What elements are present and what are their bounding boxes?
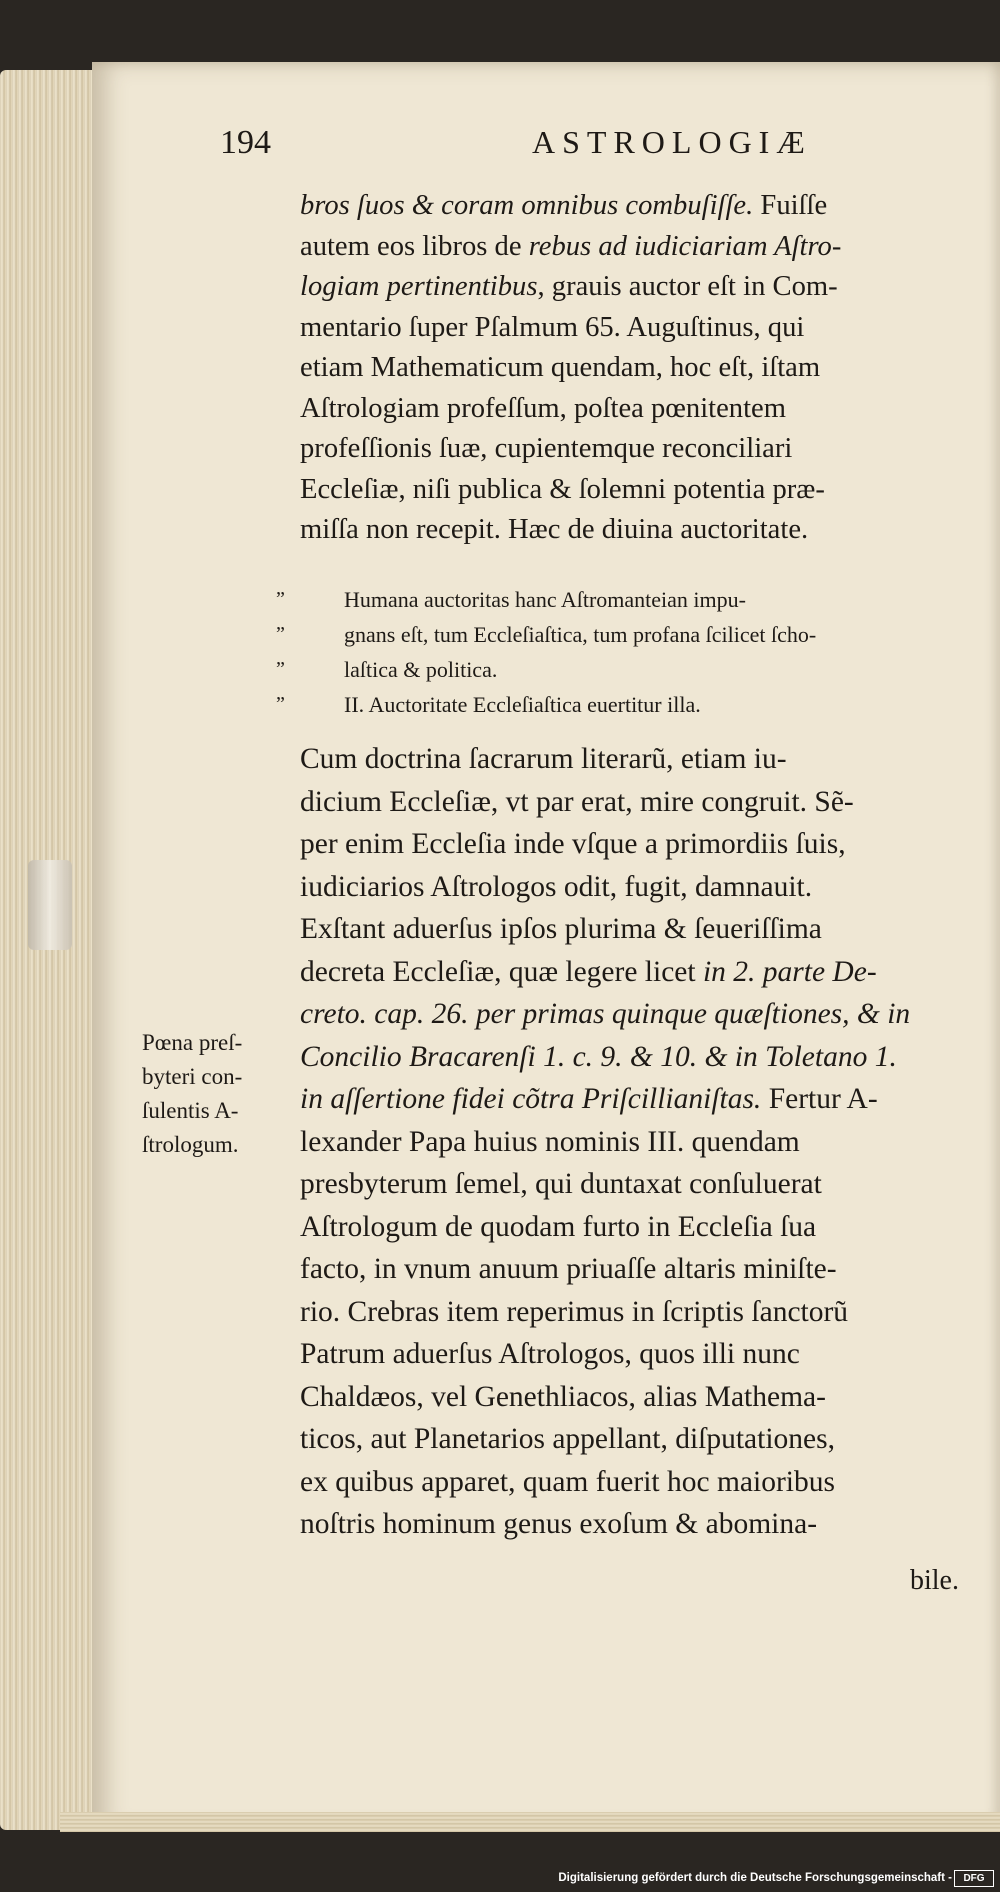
text-line: [300, 866, 990, 909]
italic-text: logiam pertinentibus: [300, 271, 538, 302]
text-line: [300, 1461, 990, 1504]
credit-text: Digitalisierung gefördert durch die Deutsche Forschungsgemeinschaft -: [558, 1872, 952, 1884]
text-line: [300, 1163, 990, 1206]
text-run: Aſtrologum de quodam furto in Eccleſia ſua: [300, 1210, 817, 1243]
quote-mark: ”: [276, 623, 285, 645]
text-line: [300, 308, 980, 349]
margin-note-line: Pœna preſ-: [142, 1030, 243, 1055]
summary-text: II. Auctoritate Eccleſiaſtica euertitur illa.: [344, 692, 701, 717]
text-run: rio. Crebras item reperimus in ſcriptis ſanctorũ: [300, 1295, 849, 1328]
quote-mark: ”: [276, 658, 285, 680]
text-line: [300, 429, 980, 470]
book-bottom-edges: [60, 1812, 1000, 1832]
text-line: [300, 1333, 990, 1376]
page-clip: [28, 860, 72, 950]
page-number: 194: [220, 124, 271, 161]
text-line: [300, 470, 980, 511]
text-run: Exſtant aduerſus ipſos plurima & ſeueriſſima: [300, 913, 822, 945]
margin-note: [142, 1026, 302, 1162]
text-line: [300, 738, 990, 781]
dfg-logo: DFG: [954, 1870, 994, 1887]
text-run: etiam Mathematicum quendam, hoc eſt, iſtam: [300, 352, 821, 383]
credit-bar: [0, 1864, 1000, 1892]
paragraph-2: [300, 738, 990, 1546]
summary-line: [276, 582, 990, 617]
summary-block: [276, 582, 990, 722]
text-line: [300, 267, 980, 308]
text-line: [300, 1248, 990, 1291]
text-run: profeſſionis ſuæ, cupientemque reconciliari: [300, 433, 793, 464]
text-run: dicium Eccleſiæ, vt par erat, mire congruit. Sẽ-: [300, 785, 854, 818]
text-run: presbyterum ſemel, qui duntaxat conſuluerat: [300, 1168, 822, 1200]
text-line: [300, 1291, 990, 1334]
text-line: [300, 186, 980, 227]
text-line: [300, 1078, 990, 1121]
italic-text: bros ſuos & coram omnibus combuſiſſe.: [300, 190, 754, 221]
text-line: [300, 1503, 990, 1546]
text-line: [300, 1418, 990, 1461]
text-run: , grauis auctor eſt in Com-: [537, 271, 838, 302]
text-run: Patrum aduerſus Aſtrologos, quos illi nunc: [300, 1338, 800, 1370]
text-line: [300, 227, 980, 268]
italic-text: rebus ad iudiciariam Aſtro-: [528, 230, 842, 262]
text-run: lexander Papa huius nominis III. quendam: [300, 1125, 800, 1158]
text-run: ex quibus apparet, quam fuerit hoc maioribus: [300, 1465, 835, 1498]
text-line: [300, 993, 990, 1036]
text-line: [300, 908, 990, 951]
text-run: autem eos libros de: [300, 230, 529, 262]
paragraph-1: [300, 186, 980, 551]
summary-line: [276, 652, 990, 687]
summary-text: Humana auctoritas hanc Aſtromanteian impu-: [344, 587, 746, 612]
text-run: Cum doctrina ſacrarum literarũ, etiam iu-: [300, 743, 787, 775]
text-line: [300, 823, 990, 866]
text-run: facto, in vnum anuum priuaſſe altaris miniſte-: [300, 1253, 837, 1285]
catchword: bile.: [910, 1565, 959, 1596]
quote-mark: ”: [276, 693, 285, 715]
margin-note-line: ſtrologum.: [142, 1132, 239, 1157]
text-run: Fertur A-: [761, 1083, 878, 1115]
summary-text: gnans eſt, tum Eccleſiaſtica, tum profana ſcilicet ſcho-: [344, 622, 817, 647]
summary-text: laſtica & politica.: [344, 657, 498, 682]
italic-text: Concilio Bracarenſi 1. c. 9. & 10. & in Toletano 1.: [300, 1040, 897, 1073]
text-line: [300, 1036, 990, 1079]
text-run: Aſtrologiam profeſſum, poſtea pœnitentem: [300, 392, 786, 424]
text-run: Chaldæos, vel Genethliacos, alias Mathema-: [300, 1380, 826, 1413]
page-header: [220, 124, 880, 172]
text-run: iudiciarios Aſtrologos odit, fugit, damnauit.: [300, 870, 813, 903]
text-run: miſſa non recepit. Hæc de diuina auctoritate.: [300, 514, 809, 545]
text-line: [300, 510, 980, 551]
quote-mark: ”: [276, 588, 285, 610]
text-line: [300, 1376, 990, 1419]
text-run: Eccleſiæ, niſi publica & ſolemni potentia præ-: [300, 473, 825, 505]
italic-text: in aſſertione fidei cõtra Priſcillianiſtas.: [300, 1083, 762, 1115]
text-line: [300, 951, 990, 994]
text-line: [300, 389, 980, 430]
running-title: ASTROLOGIÆ: [532, 124, 812, 160]
text-run: mentario ſuper Pſalmum 65. Auguſtinus, qui: [300, 311, 805, 343]
book-page-edges: [0, 70, 92, 1830]
summary-line: [276, 687, 990, 722]
text-line: [300, 1206, 990, 1249]
italic-text: in 2. parte De-: [702, 955, 877, 988]
text-run: decreta Eccleſiæ, quæ legere licet: [300, 955, 703, 988]
text-run: ticos, aut Planetarios appellant, diſputationes,: [300, 1423, 835, 1455]
text-run: noſtris hominum genus exoſum & abomina-: [300, 1508, 818, 1540]
text-line: [300, 348, 980, 389]
text-line: [300, 1121, 990, 1164]
text-run: Fuiſſe: [753, 190, 828, 221]
text-run: per enim Eccleſia inde vſque a primordiis ſuis,: [300, 828, 846, 860]
italic-text: creto. cap. 26. per primas quinque quæſtiones, & in: [300, 998, 911, 1030]
margin-note-line: byteri con-: [142, 1064, 243, 1089]
margin-note-line: ſulentis A-: [142, 1098, 239, 1123]
summary-line: [276, 617, 990, 652]
text-line: [300, 781, 990, 824]
